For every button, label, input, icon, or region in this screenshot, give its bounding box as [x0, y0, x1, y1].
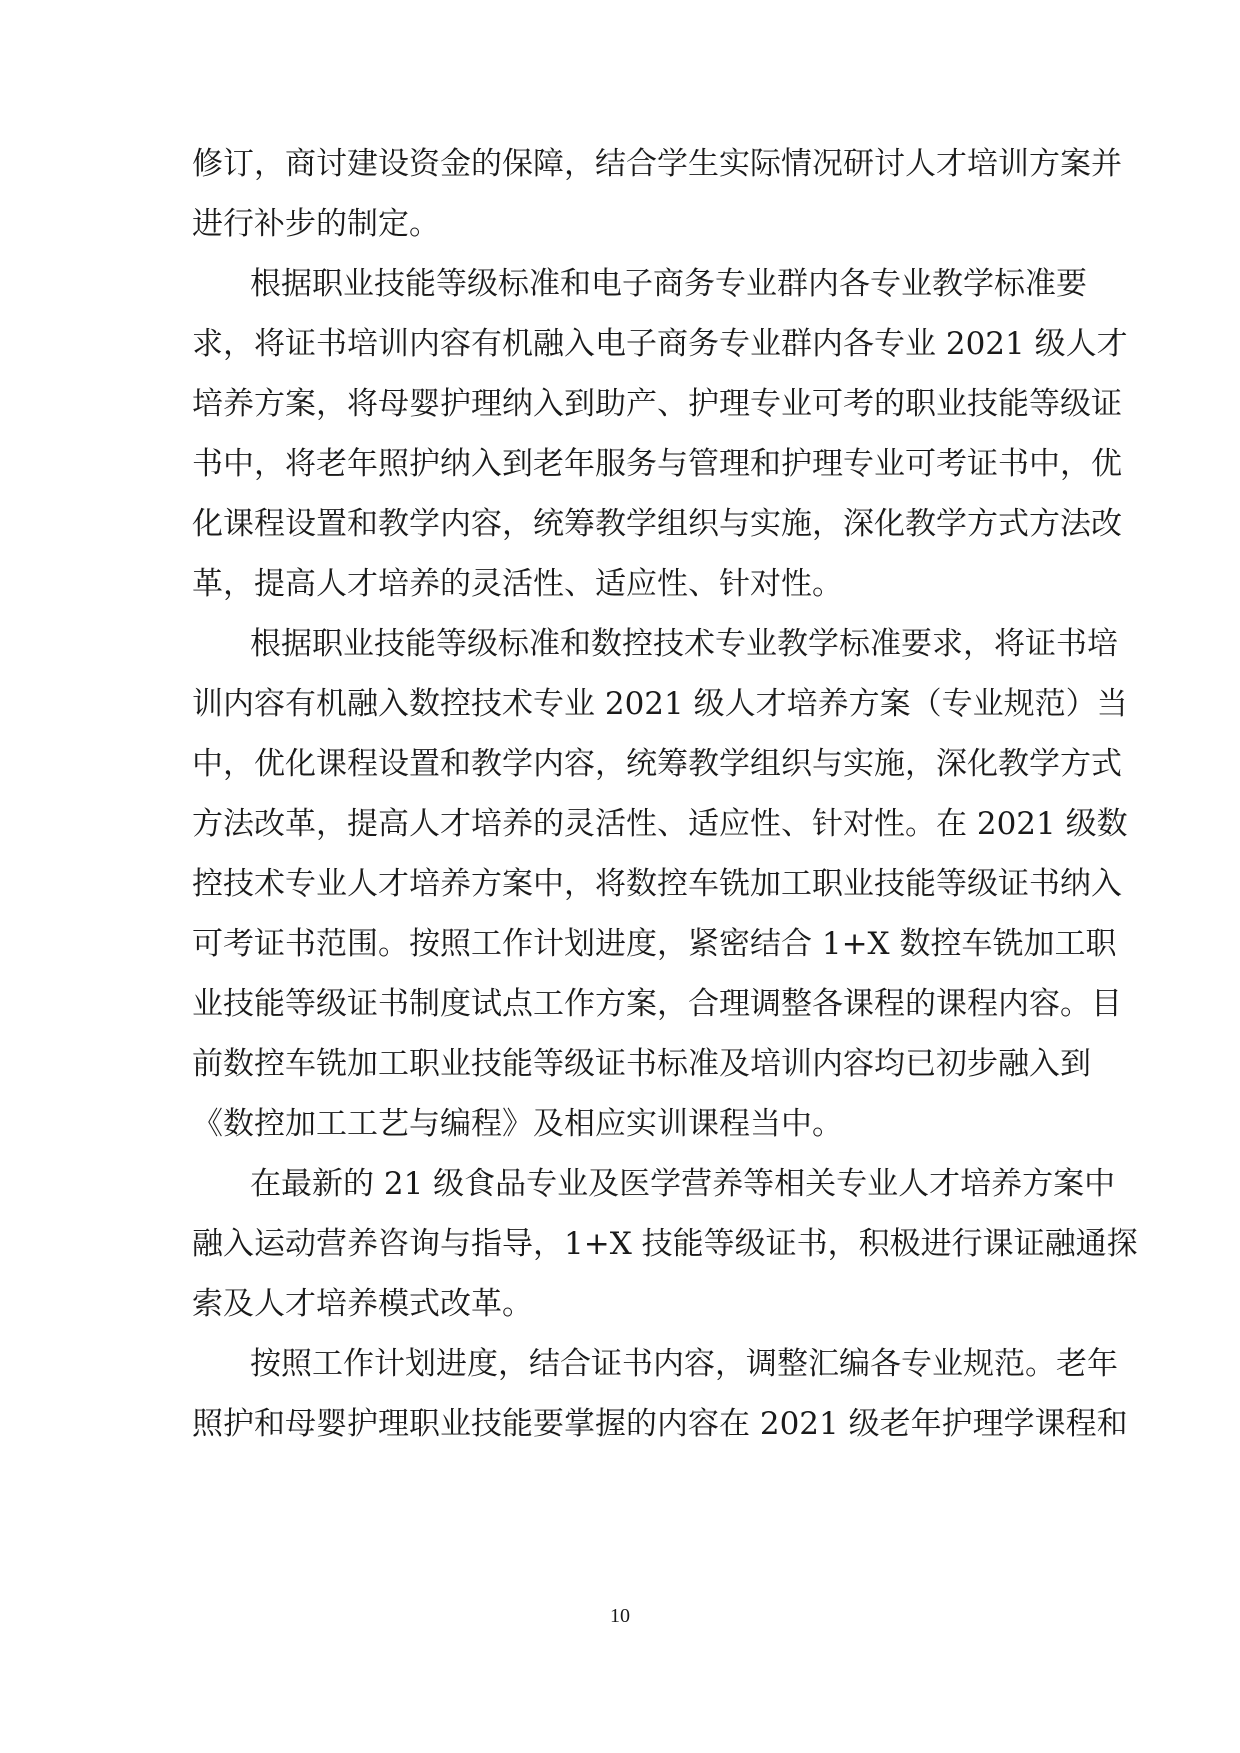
p1-line-2: 进行补步的制定。: [192, 206, 440, 242]
p2-line-4: 书中，将老年照护纳入到老年服务与管理和护理专业可考证书中，优: [192, 446, 1122, 482]
p5-line-1: 按照工作计划进度，结合证书内容，调整汇编各专业规范。老年: [250, 1346, 1118, 1382]
p3-line-9: 《数控加工工艺与编程》及相应实训课程当中。: [192, 1106, 843, 1142]
p2-line-1: 根据职业技能等级标准和电子商务专业群内各专业教学标准要: [250, 266, 1087, 302]
p2-line-2: 求，将证书培训内容有机融入电子商务专业群内各专业 2021 级人才: [192, 326, 1128, 362]
p3-line-4: 方法改革，提高人才培养的灵活性、适应性、针对性。在 2021 级数: [192, 806, 1128, 842]
p3-line-6: 可考证书范围。按照工作计划进度，紧密结合 1+X 数控车铣加工职: [192, 926, 1117, 962]
p2-line-5: 化课程设置和教学内容，统筹教学组织与实施，深化教学方式方法改: [192, 506, 1122, 542]
p3-line-3: 中，优化课程设置和教学内容，统筹教学组织与实施，深化教学方式: [192, 746, 1122, 782]
p1-line-1: 修订，商讨建设资金的保障，结合学生实际情况研讨人才培训方案并: [192, 146, 1122, 182]
p5-line-2: 照护和母婴护理职业技能要掌握的内容在 2021 级老年护理学课程和: [192, 1406, 1128, 1442]
p4-line-2: 融入运动营养咨询与指导，1+X 技能等级证书，积极进行课证融通探: [192, 1226, 1138, 1262]
p2-line-6: 革，提高人才培养的灵活性、适应性、针对性。: [192, 566, 843, 602]
p3-line-5: 控技术专业人才培养方案中，将数控车铣加工职业技能等级证书纳入: [192, 866, 1122, 902]
p2-line-3: 培养方案，将母婴护理纳入到助产、护理专业可考的职业技能等级证: [192, 386, 1122, 422]
p3-line-1: 根据职业技能等级标准和数控技术专业教学标准要求，将证书培: [250, 626, 1118, 662]
page-number: 10: [610, 1605, 630, 1627]
p3-line-7: 业技能等级证书制度试点工作方案，合理调整各课程的课程内容。目: [192, 986, 1122, 1022]
p3-line-8: 前数控车铣加工职业技能等级证书标准及培训内容均已初步融入到: [192, 1046, 1091, 1082]
p4-line-3: 索及人才培养模式改革。: [192, 1286, 533, 1322]
p3-line-2: 训内容有机融入数控技术专业 2021 级人才培养方案（专业规范）当: [192, 686, 1128, 722]
p4-line-1: 在最新的 21 级食品专业及医学营养等相关专业人才培养方案中: [250, 1166, 1116, 1202]
